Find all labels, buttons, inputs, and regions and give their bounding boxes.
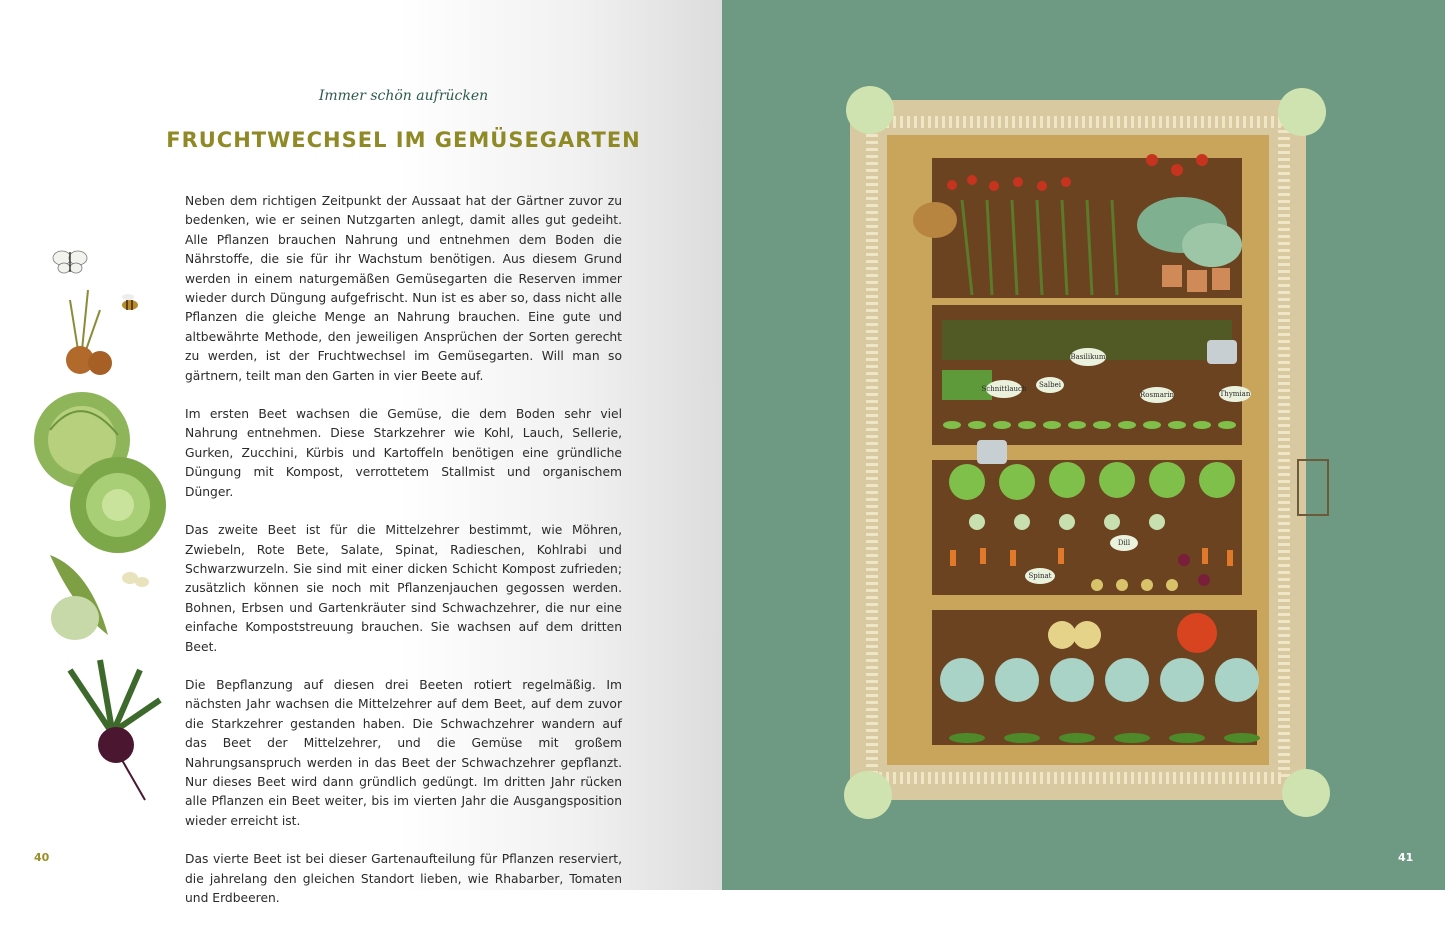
- label-schnittlauch: Schnittlauch: [981, 385, 1027, 393]
- label-dill: Dill: [1117, 539, 1131, 547]
- page-title: FRUCHTWECHSEL IM GEMÜSEGARTEN: [166, 128, 641, 152]
- label-thymian: Thymian: [1219, 390, 1251, 398]
- basket-icon: [913, 202, 957, 238]
- page-kicker: Immer schön aufrücken: [318, 88, 489, 104]
- page-number-right: 41: [1398, 851, 1414, 864]
- lettuce-icon: [70, 457, 166, 553]
- garden-plan-illustration: [722, 0, 1445, 890]
- butterfly-icon: [53, 251, 87, 273]
- label-basilikum: Basilikum: [1070, 353, 1106, 361]
- beetroot-icon: [70, 660, 160, 800]
- paragraph-3: Das zweite Beet ist für die Mittelzehrer bestimmt, wie Möhren, Zwiebeln, Rote Bete, Salate, Spinat, Radieschen, Kohlrabi und Schwarzwurzeln. Sie sind mit einer dicken Schicht Kompost zufrieden; zusätzlich können sie noch mit Pflanzenjauchen gegossen werden. Bohnen, Erbsen und Gartenkräuter sind Schwachzehrer, die nur eine einfache Kompoststreuung brauchen. Sie wachsen auf dem dritten Beet.: [185, 523, 622, 654]
- paragraph-5: Das vierte Beet ist bei dieser Gartenaufteilung für Pflanzen reserviert, die jahrelang den gleichen Standort lieben, wie Rhabarber, Tomaten und Erdbeeren.: [185, 852, 622, 905]
- label-spinat: Spinat: [1028, 572, 1052, 580]
- bee-icon: [122, 294, 138, 310]
- paragraph-2: Im ersten Beet wachsen die Gemüse, die dem Boden sehr viel Nahrung entnehmen. Diese Starkzehrer wie Kohl, Lauch, Sellerie, Gurken, Zucchini, Kürbis und Kartoffeln benötigen eine gründliche Düngung mit Kompost, verrottetem Stallmist und organischem Dünger.: [185, 407, 622, 499]
- pumpkin-icon: [1177, 613, 1217, 653]
- left-page: [0, 0, 722, 905]
- label-salbei: Salbei: [1038, 381, 1062, 389]
- onion-icon: [66, 290, 112, 375]
- page-number-left: 40: [34, 851, 50, 864]
- right-page: [722, 0, 1445, 890]
- body-text: [185, 192, 622, 927]
- paragraph-4: Die Bepflanzung auf diesen drei Beeten rotiert regelmäßig. Im nächsten Jahr wachsen die Mittelzehrer auf dem Beet, auf dem zuvor die Starkzehrer gestanden haben. Die Schwachzehrer wandern auf das Beet der Mittelzehrer, und die Gemüse mit großem Nahrungsanspruch werden in das Beet der Schwachzehrer gepflanzt. Nur dieses Beet wird dann gründlich gedüngt. Im dritten Jahr rücken alle Pflanzen ein Beet weiter, bis im vierten Jahr die Ausgangsposition wieder erreicht ist.: [185, 677, 622, 828]
- paragraph-1: Neben dem richtigen Zeitpunkt der Aussaat hat der Gärtner zuvor zu bedenken, wie er seinen Nutzgarten anlegt, damit alles gut gedeiht. Alle Pflanzen brauchen Nahrung und entnehmen dem Boden die Nährstoffe, die sie für ihr Wachstum benötigen. Aus diesem Grund werden in einem naturgemäßen Gemüsegarten die Reserven immer wieder durch Düngung aufgefrischt. Nun ist es aber so, dass nicht alle Pflanzen die gleiche Menge an Nahrung brauchen. Eine gute und altbewährte Methode, den jeweiligen Ansprüchen der Sorten gerecht zu werden, ist der Fruchtwechsel im Gemüsegarten. Will man so gärtnern, teilt man den Garten in vier Beete auf.: [185, 194, 622, 383]
- vegetable-illustrations: [30, 240, 170, 810]
- label-rosmarin: Rosmarin: [1140, 391, 1174, 399]
